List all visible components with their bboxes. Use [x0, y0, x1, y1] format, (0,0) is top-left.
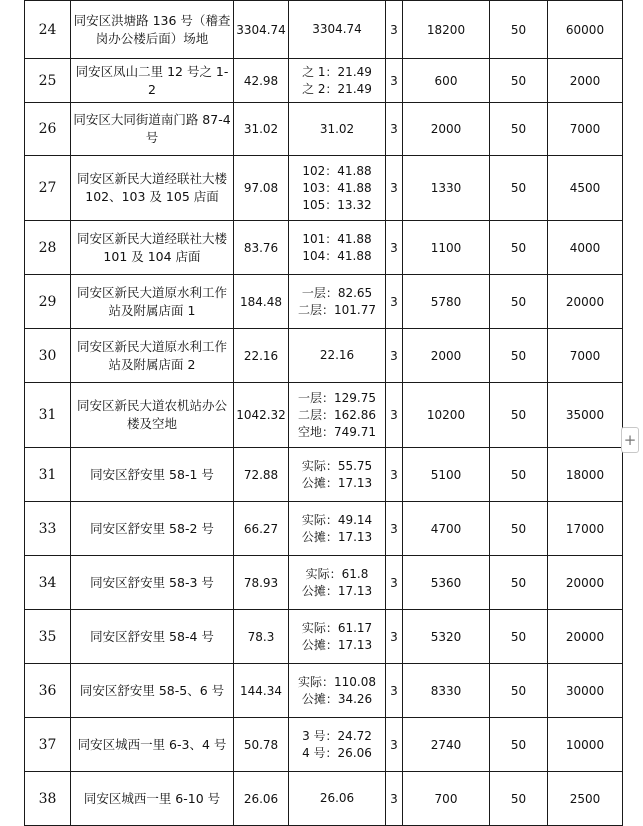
area-breakdown-line: 3 号：24.72	[302, 728, 372, 743]
area-breakdown-line: 公摊：17.13	[301, 529, 373, 544]
area-cell: 97.08	[234, 156, 289, 221]
expand-button[interactable]: +	[621, 427, 639, 453]
area-breakdown-line: 实际：49.14	[301, 512, 373, 527]
rent-cell: 20000	[548, 610, 623, 664]
area-breakdown-line: 二层：162.86	[298, 407, 376, 422]
area-breakdown-cell	[289, 156, 386, 221]
table-row	[25, 772, 623, 826]
years-cell: 3	[386, 221, 403, 275]
area-breakdown-cell	[289, 59, 386, 103]
row-number: 29	[25, 275, 71, 329]
deposit-cell: 2000	[403, 103, 490, 156]
months-cell: 50	[490, 103, 548, 156]
months-cell: 50	[490, 610, 548, 664]
area-breakdown-line: 公摊：34.26	[301, 691, 373, 706]
area-cell: 184.48	[234, 275, 289, 329]
area-breakdown-cell	[289, 448, 386, 502]
row-number: 24	[25, 1, 71, 59]
area-breakdown-line: 实际：61.17	[301, 620, 373, 635]
years-cell: 3	[386, 383, 403, 448]
table-row	[25, 103, 623, 156]
row-number: 31	[25, 383, 71, 448]
months-cell: 50	[490, 556, 548, 610]
area-breakdown-cell	[289, 718, 386, 772]
deposit-cell: 8330	[403, 664, 490, 718]
area-breakdown-line: 实际：110.08	[298, 674, 376, 689]
area-breakdown-cell	[289, 1, 386, 59]
years-cell: 3	[386, 664, 403, 718]
deposit-cell: 5360	[403, 556, 490, 610]
deposit-cell: 5100	[403, 448, 490, 502]
table-row	[25, 502, 623, 556]
row-number: 25	[25, 59, 71, 103]
area-cell: 1042.32	[234, 383, 289, 448]
rent-cell: 2000	[548, 59, 623, 103]
address-cell: 同安区新民大道农机站办公楼及空地	[71, 383, 234, 448]
area-breakdown-line: 103：41.88	[302, 180, 372, 195]
address-cell: 同安区舒安里 58-4 号	[71, 610, 234, 664]
row-number: 38	[25, 772, 71, 826]
area-breakdown-cell	[289, 502, 386, 556]
table-row	[25, 59, 623, 103]
area-cell: 72.88	[234, 448, 289, 502]
address-cell: 同安区新民大道经联社大楼 102、103 及 105 店面	[71, 156, 234, 221]
rent-cell: 20000	[548, 556, 623, 610]
address-cell: 同安区洪塘路 136 号（稽查岗办公楼后面）场地	[71, 1, 234, 59]
months-cell: 50	[490, 448, 548, 502]
area-breakdown-cell	[289, 221, 386, 275]
row-number: 34	[25, 556, 71, 610]
table-row	[25, 329, 623, 383]
area-breakdown-line: 一层：129.75	[298, 390, 376, 405]
area-breakdown-line: 31.02	[319, 121, 355, 136]
years-cell: 3	[386, 772, 403, 826]
area-breakdown-line: 二层：101.77	[298, 302, 376, 317]
row-number: 31	[25, 448, 71, 502]
address-cell: 同安区城西一里 6-3、4 号	[71, 718, 234, 772]
property-table	[24, 0, 623, 826]
row-number: 30	[25, 329, 71, 383]
rent-cell: 7000	[548, 103, 623, 156]
years-cell: 3	[386, 448, 403, 502]
deposit-cell: 700	[403, 772, 490, 826]
years-cell: 3	[386, 556, 403, 610]
rent-cell: 2500	[548, 772, 623, 826]
table-row	[25, 664, 623, 718]
deposit-cell: 1100	[403, 221, 490, 275]
months-cell: 50	[490, 156, 548, 221]
deposit-cell: 2000	[403, 329, 490, 383]
area-breakdown-line: 之 2：21.49	[302, 81, 372, 96]
area-breakdown-line: 实际：61.8	[305, 566, 369, 581]
table-body	[25, 1, 623, 826]
area-breakdown-line: 空地：749.71	[298, 424, 376, 439]
table-row	[25, 448, 623, 502]
years-cell: 3	[386, 329, 403, 383]
rent-cell: 10000	[548, 718, 623, 772]
table-row	[25, 610, 623, 664]
address-cell: 同安区新民大道经联社大楼 101 及 104 店面	[71, 221, 234, 275]
row-number: 27	[25, 156, 71, 221]
area-breakdown-line: 4 号：26.06	[302, 745, 372, 760]
rent-cell: 7000	[548, 329, 623, 383]
months-cell: 50	[490, 664, 548, 718]
area-breakdown-line: 一层：82.65	[301, 285, 373, 300]
area-cell: 144.34	[234, 664, 289, 718]
area-breakdown-cell	[289, 329, 386, 383]
area-breakdown-line: 公摊：17.13	[301, 475, 373, 490]
years-cell: 3	[386, 502, 403, 556]
area-breakdown-cell	[289, 383, 386, 448]
years-cell: 3	[386, 156, 403, 221]
area-breakdown-line: 之 1：21.49	[302, 64, 372, 79]
rent-cell: 18000	[548, 448, 623, 502]
area-breakdown-line: 公摊：17.13	[301, 637, 373, 652]
area-breakdown-cell	[289, 772, 386, 826]
area-breakdown-cell	[289, 664, 386, 718]
rent-cell: 4500	[548, 156, 623, 221]
deposit-cell: 5320	[403, 610, 490, 664]
area-breakdown-line: 104：41.88	[302, 248, 372, 263]
area-breakdown-line: 105：13.32	[302, 197, 372, 212]
deposit-cell: 600	[403, 59, 490, 103]
area-breakdown-line: 26.06	[319, 791, 355, 805]
months-cell: 50	[490, 221, 548, 275]
table-row	[25, 556, 623, 610]
rent-cell: 35000	[548, 383, 623, 448]
area-cell: 78.93	[234, 556, 289, 610]
table-row	[25, 718, 623, 772]
years-cell: 3	[386, 1, 403, 59]
table-row	[25, 275, 623, 329]
address-cell: 同安区舒安里 58-1 号	[71, 448, 234, 502]
deposit-cell: 4700	[403, 502, 490, 556]
years-cell: 3	[386, 103, 403, 156]
area-cell: 66.27	[234, 502, 289, 556]
address-cell: 同安区新民大道原水利工作站及附属店面 1	[71, 275, 234, 329]
area-breakdown-line: 101：41.88	[302, 231, 372, 246]
address-cell: 同安区新民大道原水利工作站及附属店面 2	[71, 329, 234, 383]
address-cell: 同安区舒安里 58-5、6 号	[71, 664, 234, 718]
years-cell: 3	[386, 59, 403, 103]
area-cell: 83.76	[234, 221, 289, 275]
rent-cell: 17000	[548, 502, 623, 556]
years-cell: 3	[386, 610, 403, 664]
row-number: 33	[25, 502, 71, 556]
table-row	[25, 1, 623, 59]
rent-cell: 30000	[548, 664, 623, 718]
table-row	[25, 156, 623, 221]
area-breakdown-line: 公摊：17.13	[301, 583, 373, 598]
row-number: 36	[25, 664, 71, 718]
area-breakdown-line: 实际：55.75	[301, 458, 373, 473]
address-cell: 同安区舒安里 58-3 号	[71, 556, 234, 610]
months-cell: 50	[490, 502, 548, 556]
deposit-cell: 5780	[403, 275, 490, 329]
area-breakdown-line: 22.16	[319, 348, 355, 362]
area-breakdown-cell	[289, 103, 386, 156]
row-number: 35	[25, 610, 71, 664]
row-number: 28	[25, 221, 71, 275]
area-breakdown-cell	[289, 275, 386, 329]
months-cell: 50	[490, 772, 548, 826]
deposit-cell: 2740	[403, 718, 490, 772]
rent-cell: 20000	[548, 275, 623, 329]
area-cell: 78.3	[234, 610, 289, 664]
rent-cell: 4000	[548, 221, 623, 275]
area-cell: 42.98	[234, 59, 289, 103]
years-cell: 3	[386, 718, 403, 772]
months-cell: 50	[490, 1, 548, 59]
area-cell: 26.06	[234, 772, 289, 826]
rent-cell: 60000	[548, 1, 623, 59]
area-cell: 50.78	[234, 718, 289, 772]
deposit-cell: 18200	[403, 1, 490, 59]
table-row	[25, 383, 623, 448]
area-breakdown-cell	[289, 556, 386, 610]
months-cell: 50	[490, 718, 548, 772]
address-cell: 同安区城西一里 6-10 号	[71, 772, 234, 826]
address-cell: 同安区舒安里 58-2 号	[71, 502, 234, 556]
months-cell: 50	[490, 329, 548, 383]
area-cell: 31.02	[234, 103, 289, 156]
address-cell: 同安区大同街道南门路 87-4 号	[71, 103, 234, 156]
months-cell: 50	[490, 383, 548, 448]
area-breakdown-line: 102：41.88	[302, 163, 372, 178]
area-cell: 3304.74	[234, 1, 289, 59]
table-row	[25, 221, 623, 275]
area-cell: 22.16	[234, 329, 289, 383]
address-cell: 同安区凤山二里 12 号之 1-2	[71, 59, 234, 103]
deposit-cell: 10200	[403, 383, 490, 448]
months-cell: 50	[490, 59, 548, 103]
years-cell: 3	[386, 275, 403, 329]
area-breakdown-cell	[289, 610, 386, 664]
row-number: 37	[25, 718, 71, 772]
months-cell: 50	[490, 275, 548, 329]
deposit-cell: 1330	[403, 156, 490, 221]
row-number: 26	[25, 103, 71, 156]
area-breakdown-line: 3304.74	[312, 22, 362, 36]
